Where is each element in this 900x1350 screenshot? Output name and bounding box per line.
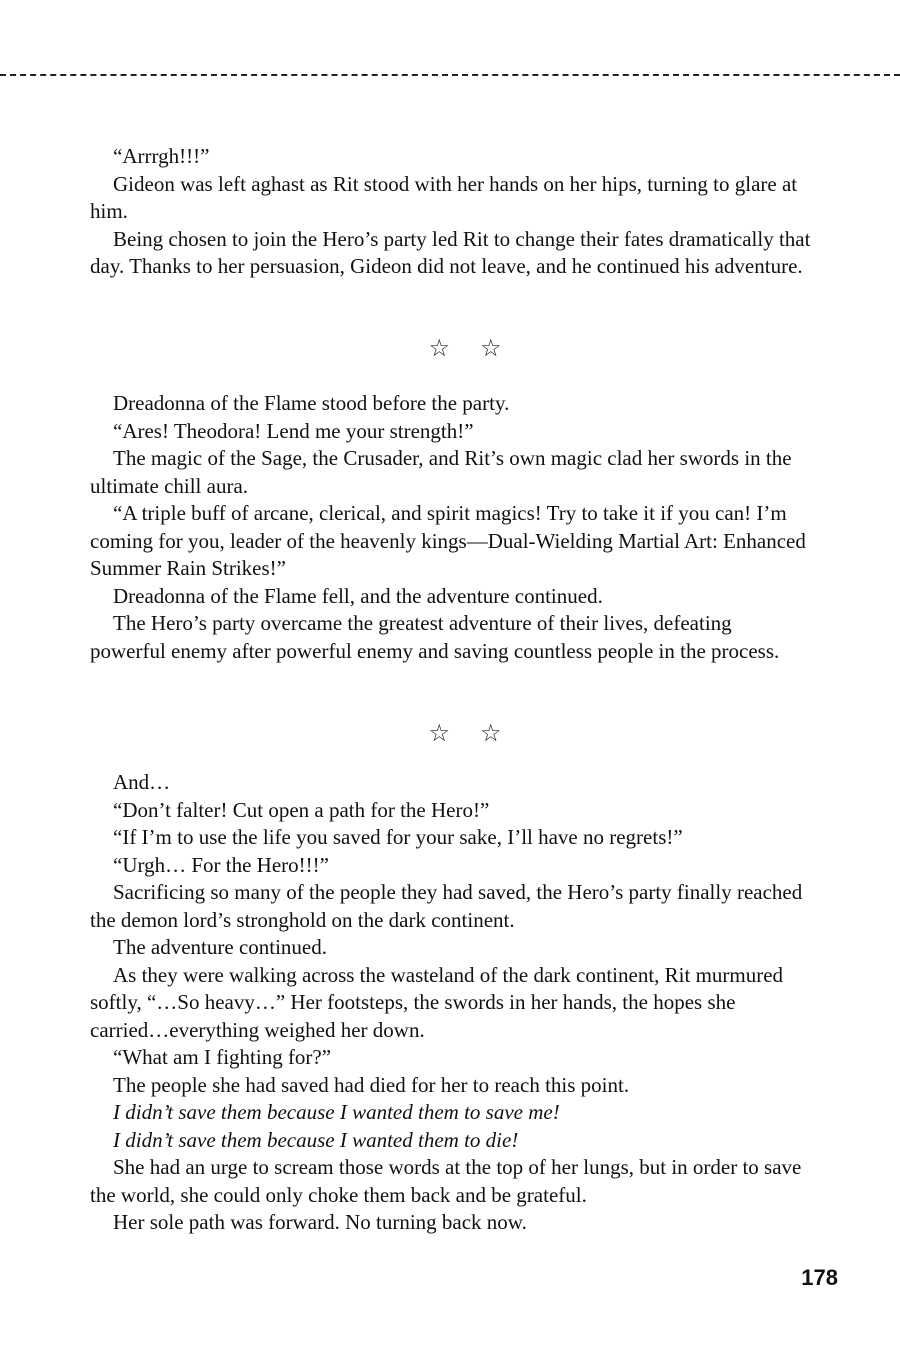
paragraph: “What am I fighting for?” <box>113 1045 332 1069</box>
paragraph: “Arrrgh!!!” <box>113 144 210 168</box>
paragraph: “Urgh… For the Hero!!!” <box>113 852 329 877</box>
paragraph: Sacrificing so many of the people they had saved, the Hero’s party finally reached the demon lord’s stronghold on the dark continent. <box>90 880 803 932</box>
paragraph: I didn’t save them because I wanted them to save me! <box>113 1100 560 1124</box>
paragraph: Being chosen to join the Hero’s party led Rit to change their fates dramatically that day. Thanks to her persuasion, Gideon did not leave, and he continued his adventure. <box>90 226 811 278</box>
paragraph: “If I’m to use the life you saved for your sake, I’ll have no regrets!” <box>113 825 683 849</box>
paragraph: Dreadonna of the Flame fell, and the adventure continued. <box>113 583 603 608</box>
page-number: 178 <box>801 1265 838 1290</box>
paragraph: Dreadonna of the Flame stood before the party. <box>113 391 510 415</box>
dashed-divider <box>0 74 900 76</box>
paragraph: “Don’t falter! Cut open a path for the Hero!” <box>113 797 490 822</box>
text-section-2 <box>90 390 812 665</box>
star-icon: ☆ <box>428 719 450 747</box>
paragraph: As they were walking across the wasteland of the dark continent, Rit murmured softly, “…So heavy…” Her footsteps, the swords in her hands, the hopes she carried…everything weighed her down. <box>90 962 784 1042</box>
paragraph: She had an urge to scream those words at the top of her lungs, but in order to save the world, she could only choke them back and be grateful. <box>90 1155 802 1207</box>
paragraph: The Hero’s party overcame the greatest adventure of their lives, defeating powerful enemy after powerful enemy and saving countless people in the process. <box>90 611 780 663</box>
star-icon: ☆ <box>428 334 450 362</box>
star-icon: ☆ <box>480 719 502 747</box>
paragraph: And… <box>113 770 171 794</box>
paragraph: I didn’t save them because I wanted them to die! <box>113 1127 519 1152</box>
text-section-1 <box>90 143 812 281</box>
paragraph: Her sole path was forward. No turning back now. <box>113 1210 527 1234</box>
paragraph: The adventure continued. <box>113 935 327 959</box>
paragraph: The magic of the Sage, the Crusader, and Rit’s own magic clad her swords in the ultimate chill aura. <box>90 446 792 498</box>
scene-break-2 <box>0 719 900 747</box>
text-section-3 <box>90 769 812 1237</box>
paragraph: “A triple buff of arcane, clerical, and spirit magics! Try to take it if you can! I’m coming for you, leader of the heavenly kings—Dual-Wielding Martial Art: Enhanced Summer Rain Strikes!” <box>90 501 806 580</box>
paragraph: The people she had saved had died for her to reach this point. <box>113 1072 630 1097</box>
star-icon: ☆ <box>480 334 502 362</box>
scene-break-1 <box>0 334 900 362</box>
paragraph: “Ares! Theodora! Lend me your strength!” <box>113 418 474 443</box>
paragraph: Gideon was left aghast as Rit stood with her hands on her hips, turning to glare at him. <box>90 171 798 223</box>
